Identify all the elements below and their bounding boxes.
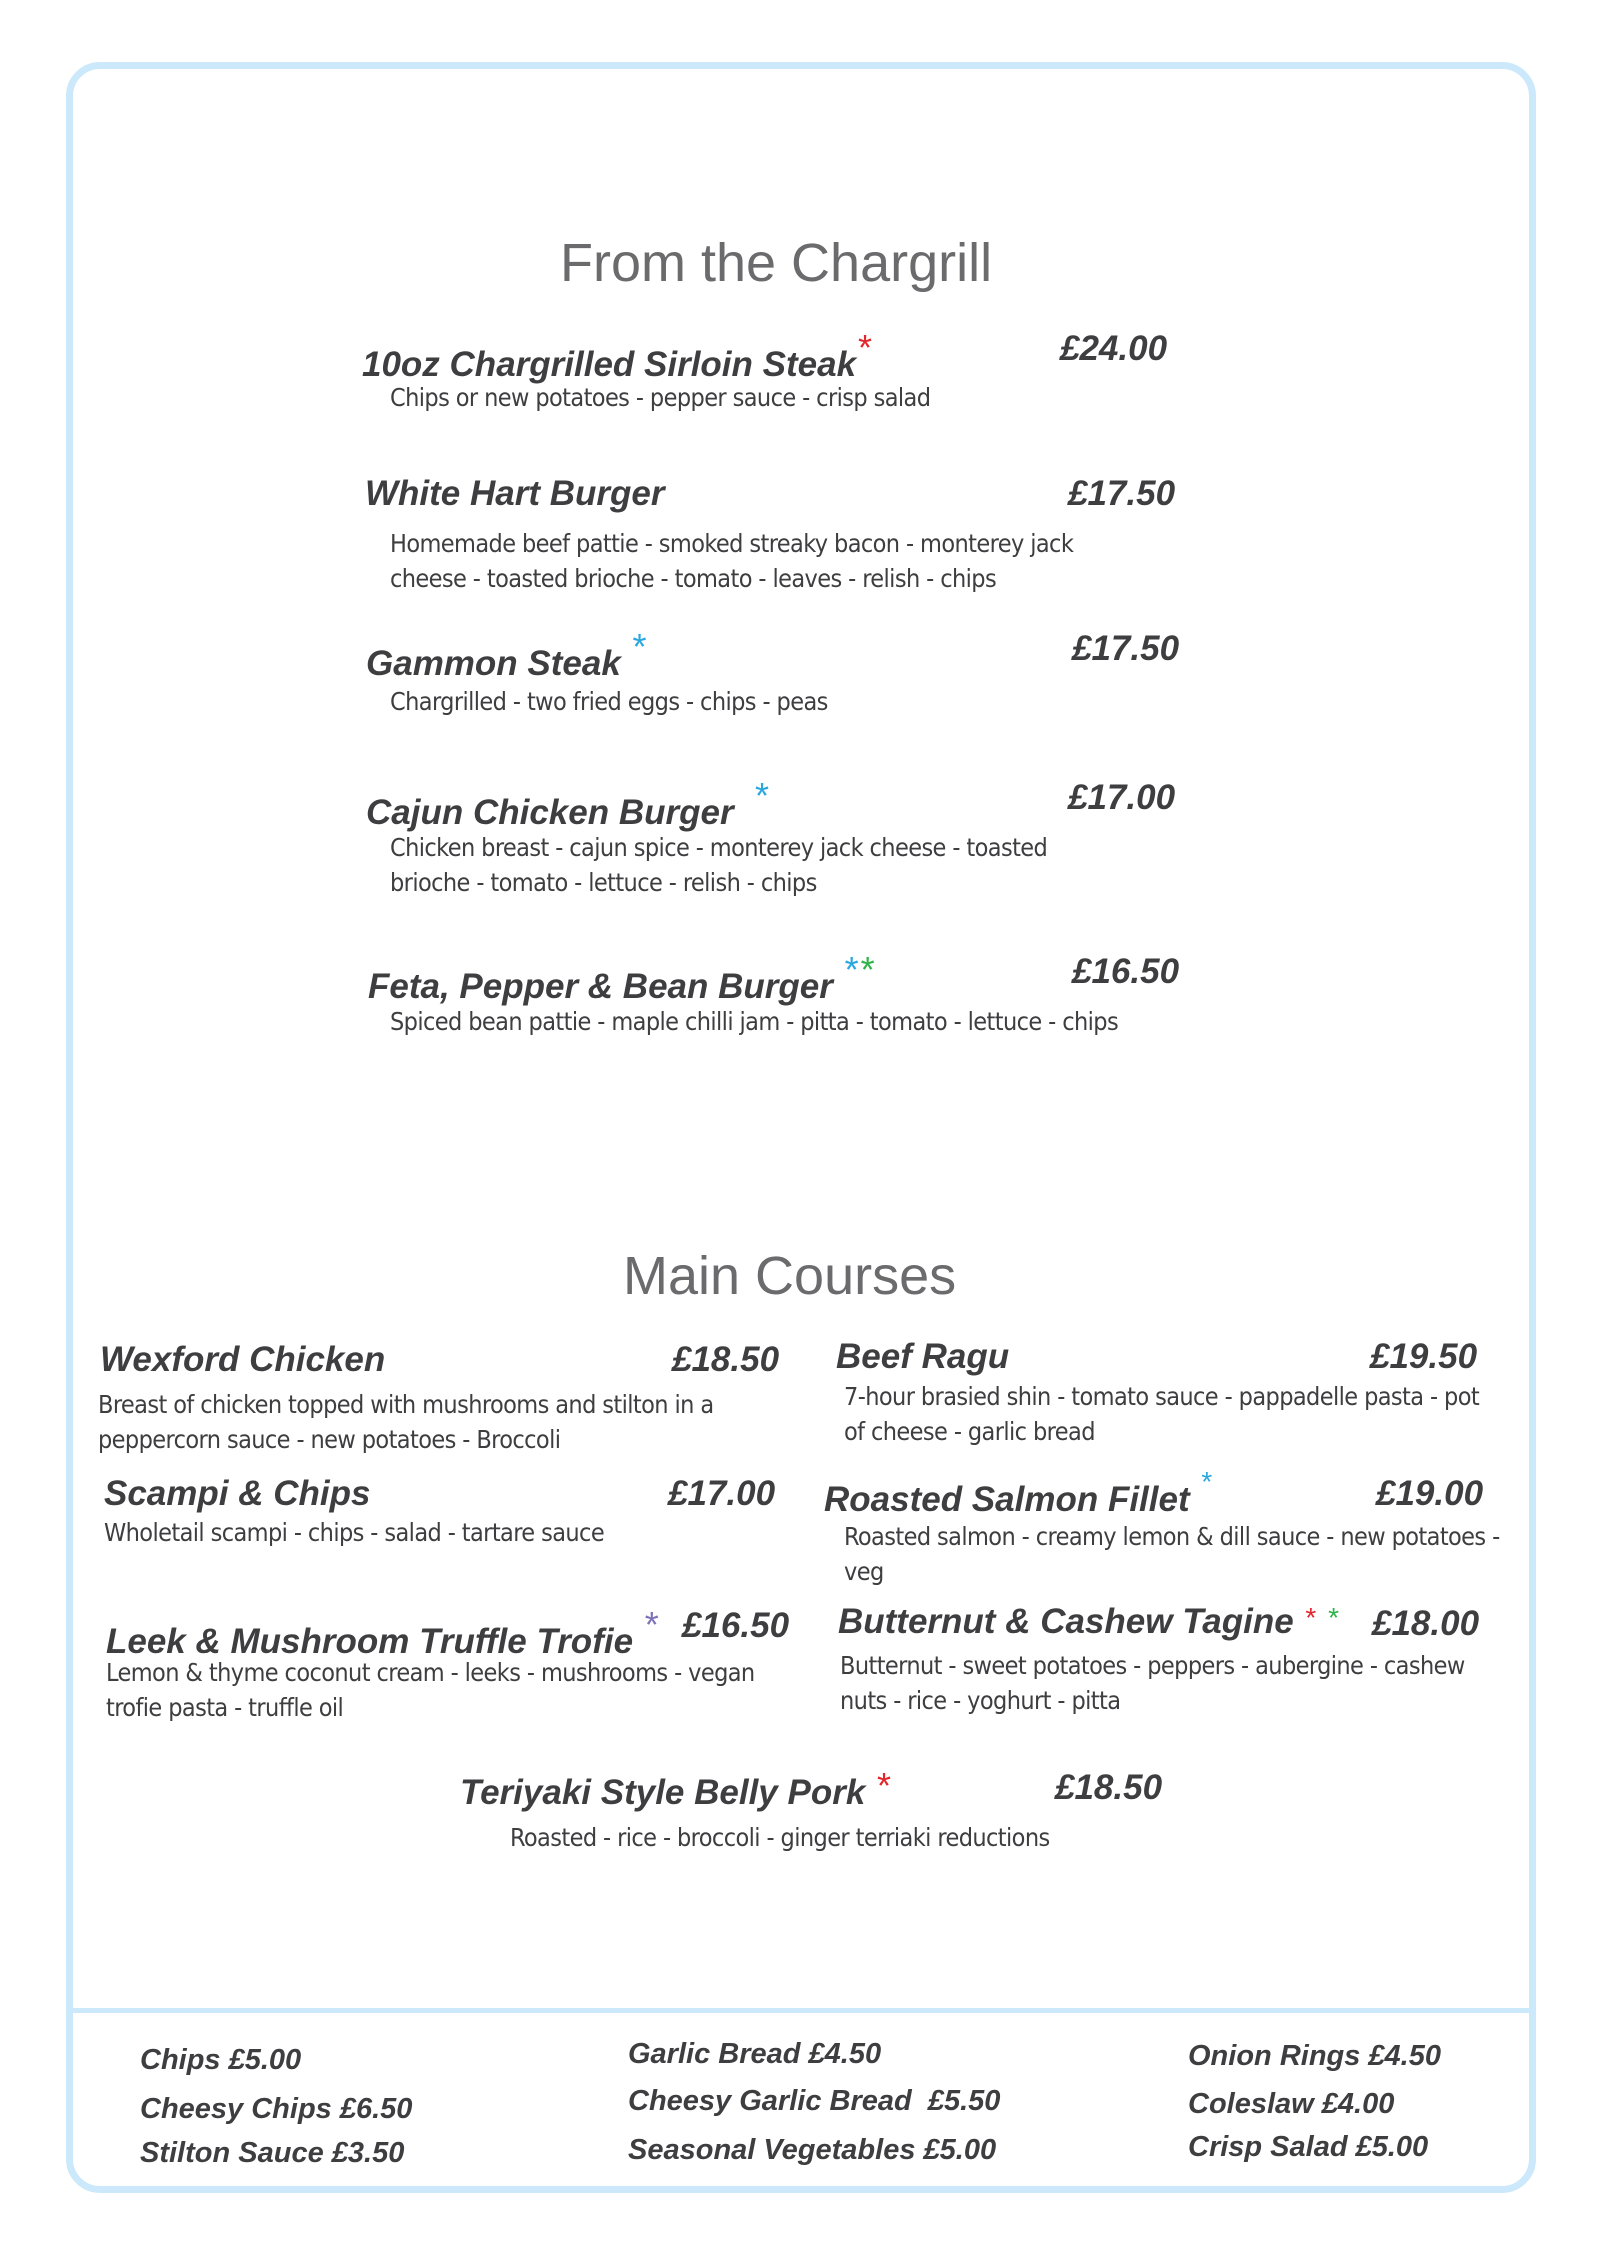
dish-name-white-hart-burger: White Hart Burger <box>365 474 665 513</box>
blue-star-marker: * <box>632 626 647 667</box>
side-item: Seasonal Vegetables £5.00 <box>628 2134 997 2166</box>
red-star-marker: * <box>877 1765 892 1806</box>
red-star-marker: * <box>1305 1602 1317 1633</box>
dish-desc-feta-bean-burger: Spiced bean pattie - maple chilli jam - pitta - tomato - lettuce - chips <box>390 1007 1119 1036</box>
dish-price-feta-bean-burger: £16.50 <box>1072 952 1180 991</box>
dish-name-cajun-chicken-burger: Cajun Chicken Burger * <box>366 775 770 832</box>
dish-name-wexford-chicken: Wexford Chicken <box>100 1340 386 1379</box>
dish-desc-gammon-steak: Chargrilled - two fried eggs - chips - peas <box>390 687 828 716</box>
dish-desc-roasted-salmon-fillet: Roasted salmon - creamy lemon & dill sauce - new potatoes - veg <box>844 1522 1500 1586</box>
dish-price-sirloin: £24.00 <box>1060 329 1168 368</box>
dish-name-beef-ragu: Beef Ragu <box>836 1337 1010 1376</box>
dish-desc-sirloin: Chips or new potatoes - pepper sauce - crisp salad <box>390 383 931 412</box>
side-item: Stilton Sauce £3.50 <box>140 2137 405 2169</box>
dish-name-feta-bean-burger: Feta, Pepper & Bean Burger ** <box>368 949 875 1006</box>
dish-desc-butternut-cashew-tagine: Butternut - sweet potatoes - peppers - aubergine - cashew nuts - rice - yoghurt - pitta <box>840 1651 1465 1715</box>
side-item: Onion Rings £4.50 <box>1188 2040 1441 2072</box>
blue-star-marker: * <box>755 775 770 816</box>
dish-desc-leek-mushroom-trofie: Lemon & thyme coconut cream - leeks - mushrooms - vegan trofie pasta - truffle oil <box>106 1658 755 1722</box>
dish-price-beef-ragu: £19.50 <box>1370 1337 1478 1376</box>
dish-desc-white-hart-burger: Homemade beef pattie - smoked streaky bacon - monterey jack cheese - toasted brioche - tomato - leaves - relish - chips <box>390 529 1074 593</box>
side-item: Coleslaw £4.00 <box>1188 2088 1395 2120</box>
dish-desc-cajun-chicken-burger: Chicken breast - cajun spice - monterey jack cheese - toasted brioche - tomato - lettuce - relish - chips <box>390 833 1048 897</box>
dish-price-butternut-cashew-tagine: £18.00 <box>1372 1604 1480 1643</box>
side-item: Chips £5.00 <box>140 2044 302 2076</box>
dish-price-teriyaki-belly-pork: £18.50 <box>1055 1768 1163 1807</box>
dish-desc-teriyaki-belly-pork: Roasted - rice - broccoli - ginger terriaki reductions <box>510 1823 1050 1852</box>
blue-star-marker: * <box>844 949 859 990</box>
side-item: Garlic Bread £4.50 <box>628 2038 882 2070</box>
dish-price-roasted-salmon-fillet: £19.00 <box>1376 1474 1484 1513</box>
dish-name-scampi-chips: Scampi & Chips <box>104 1474 371 1513</box>
dish-desc-wexford-chicken: Breast of chicken topped with mushrooms and stilton in a peppercorn sauce - new potatoes - Broccoli <box>98 1390 714 1454</box>
green-star-marker: * <box>1328 1602 1339 1633</box>
side-item: Cheesy Garlic Bread £5.50 <box>628 2085 1001 2117</box>
red-star-marker: * <box>858 327 873 368</box>
dish-price-wexford-chicken: £18.50 <box>672 1340 780 1379</box>
section-title-main-courses: Main Courses <box>623 1246 957 1306</box>
dish-name-leek-mushroom-trofie: Leek & Mushroom Truffle Trofie * <box>106 1604 659 1661</box>
side-item: Crisp Salad £5.00 <box>1188 2131 1429 2163</box>
dish-desc-beef-ragu: 7-hour brasied shin - tomato sauce - pappadelle pasta - pot of cheese - garlic bread <box>844 1382 1480 1446</box>
dish-price-white-hart-burger: £17.50 <box>1068 474 1176 513</box>
dish-price-gammon-steak: £17.50 <box>1072 629 1180 668</box>
dish-price-leek-mushroom-trofie: £16.50 <box>682 1606 790 1645</box>
green-star-marker: * <box>860 949 875 990</box>
dish-name-roasted-salmon-fillet: Roasted Salmon Fillet * <box>824 1466 1213 1519</box>
side-item: Cheesy Chips £6.50 <box>140 2093 413 2125</box>
section-title-chargrill: From the Chargrill <box>560 233 993 293</box>
dish-price-cajun-chicken-burger: £17.00 <box>1068 778 1176 817</box>
dish-name-butternut-cashew-tagine: Butternut & Cashew Tagine * * <box>838 1602 1339 1641</box>
blue-star-marker: * <box>1201 1466 1213 1497</box>
dish-desc-scampi-chips: Wholetail scampi - chips - salad - tartare sauce <box>104 1518 605 1547</box>
dish-price-scampi-chips: £17.00 <box>668 1474 776 1513</box>
sides-divider <box>73 2008 1529 2013</box>
dish-name-gammon-steak: Gammon Steak * <box>366 626 647 683</box>
dish-name-sirloin: 10oz Chargrilled Sirloin Steak* <box>362 327 873 384</box>
purple-star-marker: * <box>644 1604 659 1645</box>
dish-name-teriyaki-belly-pork: Teriyaki Style Belly Pork * <box>460 1765 892 1812</box>
